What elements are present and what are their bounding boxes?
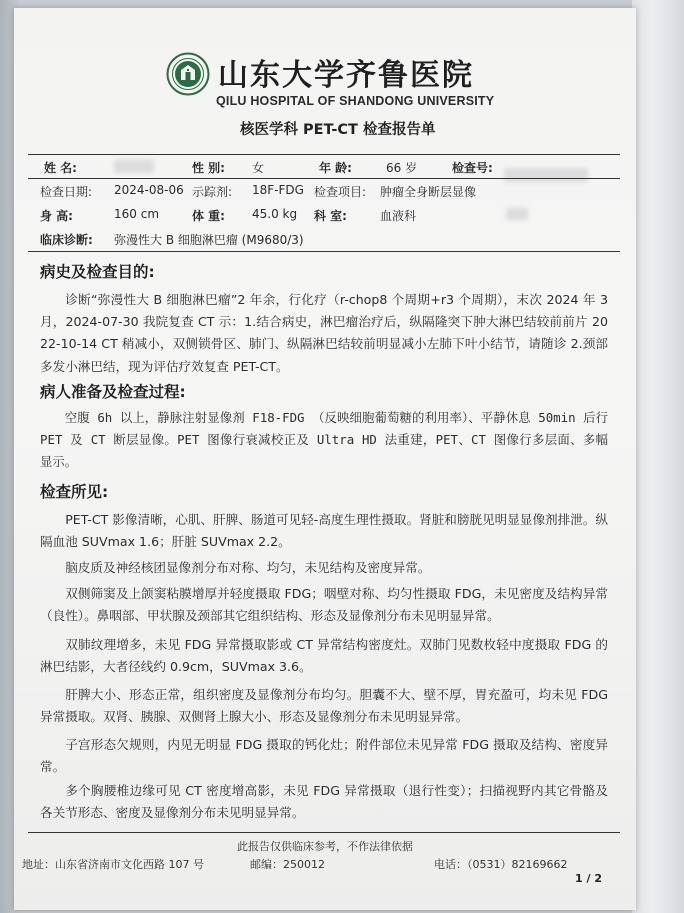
findings-heading: 检查所见: (40, 483, 109, 501)
findings-paragraph: 脑皮质及神经核团显像剂分布对称、均匀，未见结构及密度异常。 (65, 560, 431, 575)
diagnosis-value: 弥漫性大 B 细胞淋巴瘤 (M9680/3) (114, 233, 304, 247)
weight-label: 体 重: (192, 209, 225, 223)
exam-date-label: 检查日期: (40, 185, 93, 199)
tracer-value: 18F-FDG (252, 183, 304, 197)
prep-heading: 病人准备及检查过程: (40, 383, 186, 401)
report-title: 核医学科 PET-CT 检查报告单 (240, 122, 436, 138)
height-value: 160 cm (114, 207, 160, 221)
footer-address: 地址：山东省济南市文化西路 107 号 (22, 858, 204, 871)
dept-value: 血液科 (380, 209, 417, 223)
footer-divider (28, 832, 620, 833)
smudge-redacted (506, 208, 528, 220)
tracer-label: 示踪剂: (192, 185, 233, 199)
footer-phone: 电话：（0531）82169662 (434, 858, 568, 871)
page-number: 1 / 2 (575, 872, 602, 885)
findings-paragraph: 双肺纹理增多，未见 FDG 异常摄取影或 CT 异常结构密度灶。双肺门见数枚轻中度摄取 FDG 的淋巴结影，大者径线约 0.9cm，SUVmax 3.6。 (40, 637, 608, 675)
exam-date-value: 2024-08-06 (114, 183, 184, 197)
age-label: 年 龄: (319, 161, 352, 175)
diagnosis-label: 临床诊断: (40, 233, 93, 247)
findings-paragraph: 肝脾大小、形态正常，组织密度及显像剂分布均匀。胆囊不大、壁不厚，胃充盈可，均未见 FDG 异常摄取。双肾、胰腺、双侧肾上腺大小、形态及显像剂分布未见明显异常。 (40, 687, 608, 725)
dept-label: 科 室: (314, 209, 347, 223)
disclaimer-text: 此报告仅供临床参考，不作法律依据 (237, 840, 413, 853)
header-divider-top (28, 154, 620, 155)
hospital-name-cn: 山东大学齐鲁医院 (218, 58, 474, 93)
footer-postcode: 邮编：250012 (250, 858, 325, 871)
gender-value: 女 (252, 161, 265, 175)
weight-value: 45.0 kg (252, 207, 298, 221)
exam-no-redacted (504, 168, 588, 182)
findings-paragraph: 子宫形态欠规则，内见无明显 FDG 摄取的钙化灶；附件部位未见异常 FDG 摄取及结构、密度异常。 (40, 737, 608, 775)
findings-paragraph: PET-CT 影像清晰，心肌、肝脾、肠道可见轻-高度生理性摄取。肾脏和膀胱见明显显像剂排泄。纵隔血池 SUVmax 1.6；肝脏 SUVmax 2.2。 (40, 512, 609, 550)
exam-no-label: 检查号: (452, 161, 493, 175)
hospital-logo-icon (166, 52, 210, 96)
name-redacted (114, 160, 154, 173)
exam-item-value: 肿瘤全身断层显像 (380, 185, 477, 199)
height-label: 身 高: (40, 209, 73, 223)
header-divider-mid (28, 178, 620, 179)
prep-paragraph: 空腹 6h 以上，静脉注射显像剂 F18-FDG （反映细胞葡萄糖的利用率）、平静休息 50min 后行 PET 及 CT 断层显像。PET 图像行衰减校正及 Ultra HD 法重建，PET、CT 图像行多层面、多幅显示。 (40, 410, 608, 470)
name-label: 姓 名: (44, 161, 77, 175)
report-sheet (14, 8, 636, 910)
exam-item-label: 检查项目: (314, 185, 367, 199)
history-heading: 病史及检查目的: (40, 263, 155, 281)
findings-paragraph: 双侧筛窦及上颌窦粘膜增厚并轻度摄取 FDG；咽壁对称、均匀性摄取 FDG，未见密度及结构异常（良性）。鼻咽部、甲状腺及颈部其它组织结构、形态及显像剂分布未见明显异常。 (40, 586, 608, 624)
background-right (632, 0, 684, 913)
age-value: 66 岁 (386, 161, 418, 175)
hospital-name-en: QILU HOSPITAL OF SHANDONG UNIVERSITY (216, 94, 495, 108)
gender-label: 性 别: (192, 161, 225, 175)
findings-paragraph: 多个胸腰椎边缘可见 CT 密度增高影，未见 FDG 异常摄取（退行性变）；扫描视野内其它骨骼及各关节形态、密度及显像剂分布未见明显异常。 (40, 783, 608, 821)
history-paragraph: 诊断“弥漫性大 B 细胞淋巴瘤”2 年余，行化疗（r-chop8 个周期+r3 个周期），末次 2024 年 3 月，2024-07-30 我院复查 CT 示：1.结合病史，淋巴瘤治疗后，纵隔隆突下肿大淋巴结较前前片 2022-10-14 CT 稍减小，双侧锁骨区、肺门、纵隔淋巴结较前明显减小左肺下叶小结节，请随诊 2.颈部多发小淋巴结，现为评估疗效复查 PET-CT。 (40, 292, 608, 374)
header-divider-bottom (28, 251, 620, 252)
